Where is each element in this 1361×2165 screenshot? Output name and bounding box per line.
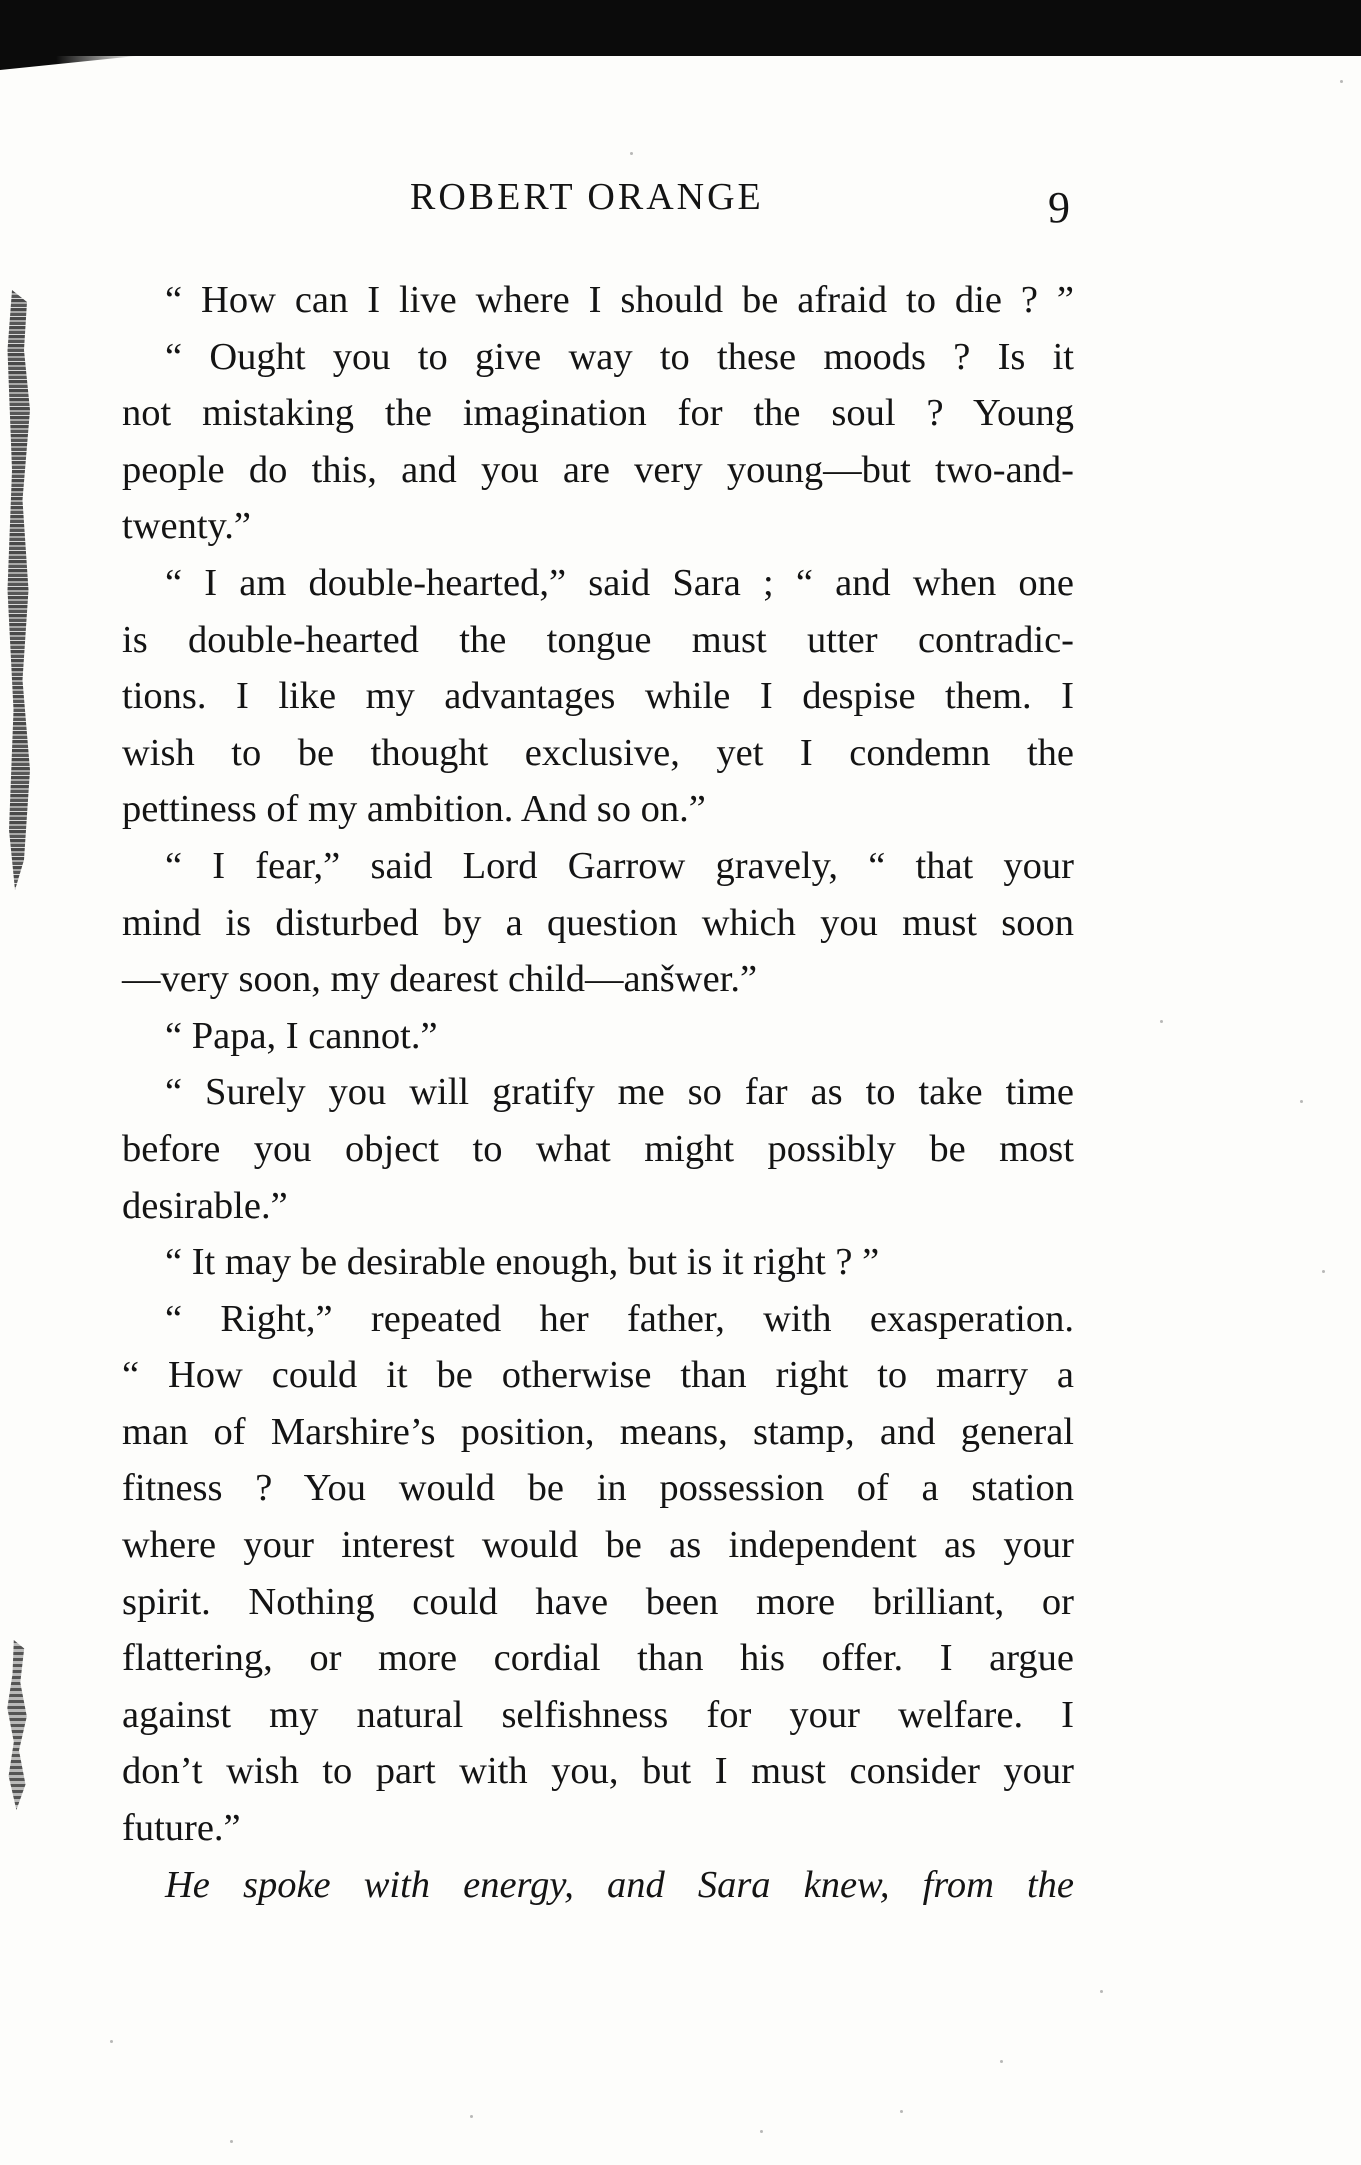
scan-edge-top (0, 0, 1361, 56)
text-line: spirit. Nothing could have been more brilliant, or (122, 1580, 1074, 1623)
text-line: “ How could it be otherwise than right to marry a (122, 1354, 1074, 1397)
text-line: twenty.” (122, 505, 251, 548)
binding-shadow-lower (6, 1640, 32, 1810)
scan-speck (900, 2110, 903, 2113)
scan-speck (1000, 2060, 1003, 2063)
text-line: man of Marshire’s position, means, stamp, and general (122, 1410, 1074, 1453)
text-line: “ How can I live where I should be afraid to die ? ” (165, 279, 1074, 321)
scan-speck (1322, 1270, 1325, 1273)
text-line: “ Papa, I cannot.” (165, 1014, 438, 1057)
text-line: flattering, or more cordial than his offer. I argue (122, 1637, 1074, 1680)
text-line: future.” (122, 1807, 241, 1850)
text-line: “ Right,” repeated her father, with exasperation. (165, 1297, 1074, 1340)
text-line: don’t wish to part with you, but I must consider your (122, 1750, 1074, 1793)
text-line: fitness ? You would be in possession of a station (122, 1467, 1074, 1510)
scan-speck (1100, 1990, 1103, 1993)
scan-speck (760, 2130, 763, 2133)
page-number: 9 (1048, 183, 1070, 232)
text-line: wish to be thought exclusive, yet I condemn the (122, 731, 1074, 774)
text-line: desirable.” (122, 1184, 288, 1227)
text-line: against my natural selfishness for your welfare. I (122, 1693, 1074, 1736)
scan-edge-taper (0, 52, 140, 70)
scan-speck (110, 2040, 113, 2043)
scan-speck (1340, 80, 1343, 83)
text-line: tions. I like my advantages while I despise them. I (122, 675, 1074, 718)
text-line: —very soon, my dearest child—anšwer.” (122, 958, 758, 1001)
running-title: ROBERT ORANGE (410, 176, 764, 218)
text-line: where your interest would be as independent as your (122, 1524, 1074, 1567)
text-line: not mistaking the imagination for the soul ? Young (122, 392, 1074, 435)
scan-speck (630, 152, 633, 155)
text-line: “ Ought you to give way to these moods ? Is it (165, 335, 1074, 378)
body-text (122, 272, 1074, 1913)
scan-speck (470, 2115, 473, 2118)
text-line: is double-hearted the tongue must utter contradic- (122, 618, 1074, 661)
text-line: pettiness of my ambition. And so on.” (122, 788, 706, 831)
text-line: “ It may be desirable enough, but is it right ? ” (165, 1241, 880, 1284)
scan-speck (1300, 1100, 1303, 1103)
text-line: mind is disturbed by a question which you must soon (122, 901, 1074, 944)
text-line: “ Surely you will gratify me so far as to take time (165, 1071, 1074, 1114)
binding-shadow (6, 290, 36, 890)
text-line: before you object to what might possibly be most (122, 1127, 1074, 1170)
scan-speck (1160, 1020, 1163, 1023)
text-line: “ I am double-hearted,” said Sara ; “ and when one (165, 561, 1074, 604)
text-line: “ I fear,” said Lord Garrow gravely, “ that your (165, 844, 1074, 887)
text-line: He spoke with energy, and Sara knew, from the (165, 1863, 1074, 1906)
scan-speck (230, 2140, 233, 2143)
text-line: people do this, and you are very young—but two-and- (122, 448, 1074, 491)
